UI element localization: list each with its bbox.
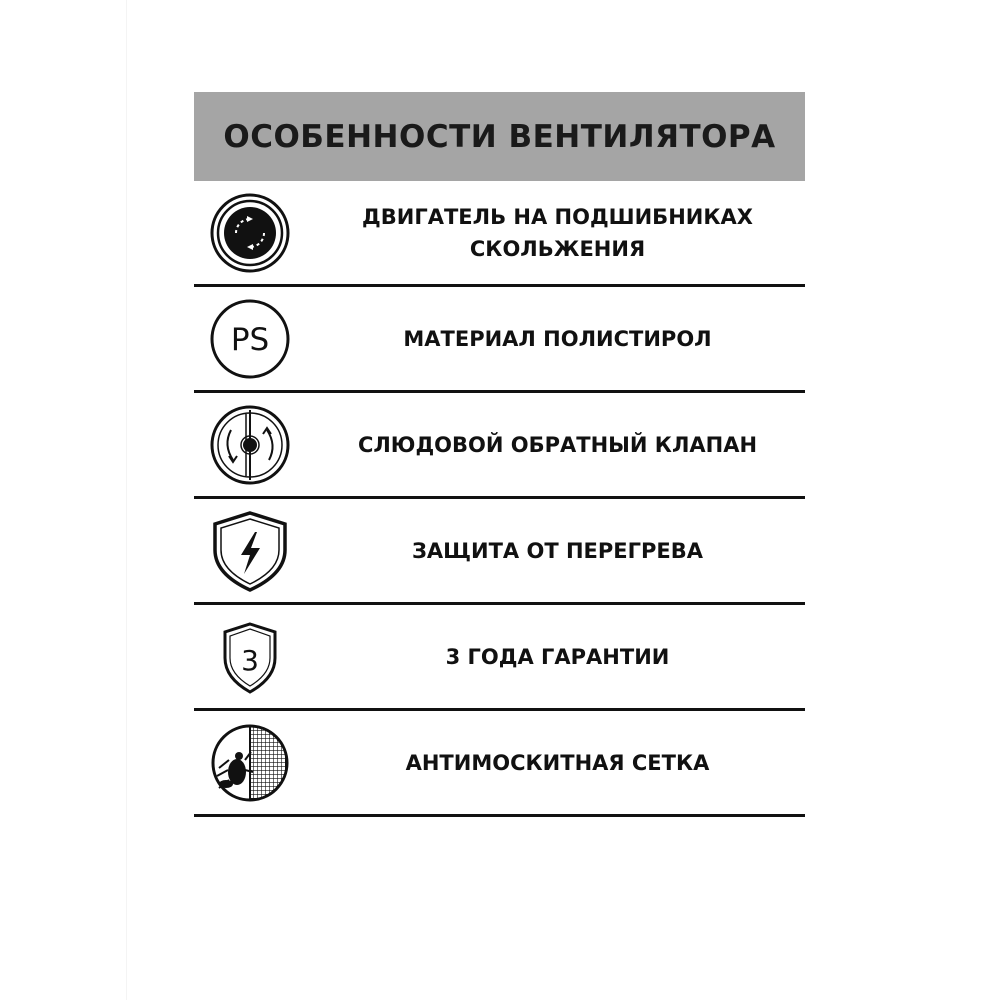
feature-label: МАТЕРИАЛ ПОЛИСТИРОЛ bbox=[403, 326, 712, 351]
feature-row-overheat bbox=[194, 499, 805, 605]
sleeve-bearing-motor-icon bbox=[209, 192, 291, 274]
feature-label: 3 ГОДА ГАРАНТИИ bbox=[445, 644, 670, 669]
feature-label: АНТИМОСКИТНАЯ СЕТКА bbox=[405, 750, 710, 775]
warranty-icon-text: 3 bbox=[241, 643, 259, 677]
feature-row-net bbox=[194, 711, 805, 817]
feature-row-warranty bbox=[194, 605, 805, 711]
feature-row-motor bbox=[194, 181, 805, 287]
mosquito-net-icon bbox=[209, 722, 291, 804]
header-bar bbox=[194, 92, 805, 181]
mica-check-valve-icon bbox=[209, 404, 291, 486]
page-title: ОСОБЕННОСТИ ВЕНТИЛЯТОРА bbox=[223, 118, 776, 155]
polystyrene-ps-icon bbox=[209, 298, 291, 380]
page-edge bbox=[126, 0, 127, 1000]
warranty-shield-icon bbox=[209, 616, 291, 698]
feature-label: СЛЮДОВОЙ ОБРАТНЫЙ КЛАПАН bbox=[357, 432, 758, 457]
feature-row-material bbox=[194, 287, 805, 393]
feature-label: ЗАЩИТА ОТ ПЕРЕГРЕВА bbox=[412, 538, 703, 563]
overheat-protection-shield-icon bbox=[209, 510, 291, 592]
feature-row-valve bbox=[194, 393, 805, 499]
features-card bbox=[194, 92, 805, 817]
ps-icon-text: PS bbox=[230, 321, 270, 358]
feature-label: ДВИГАТЕЛЬ НА ПОДШИБНИКАХ СКОЛЬЖЕНИЯ bbox=[362, 204, 753, 261]
